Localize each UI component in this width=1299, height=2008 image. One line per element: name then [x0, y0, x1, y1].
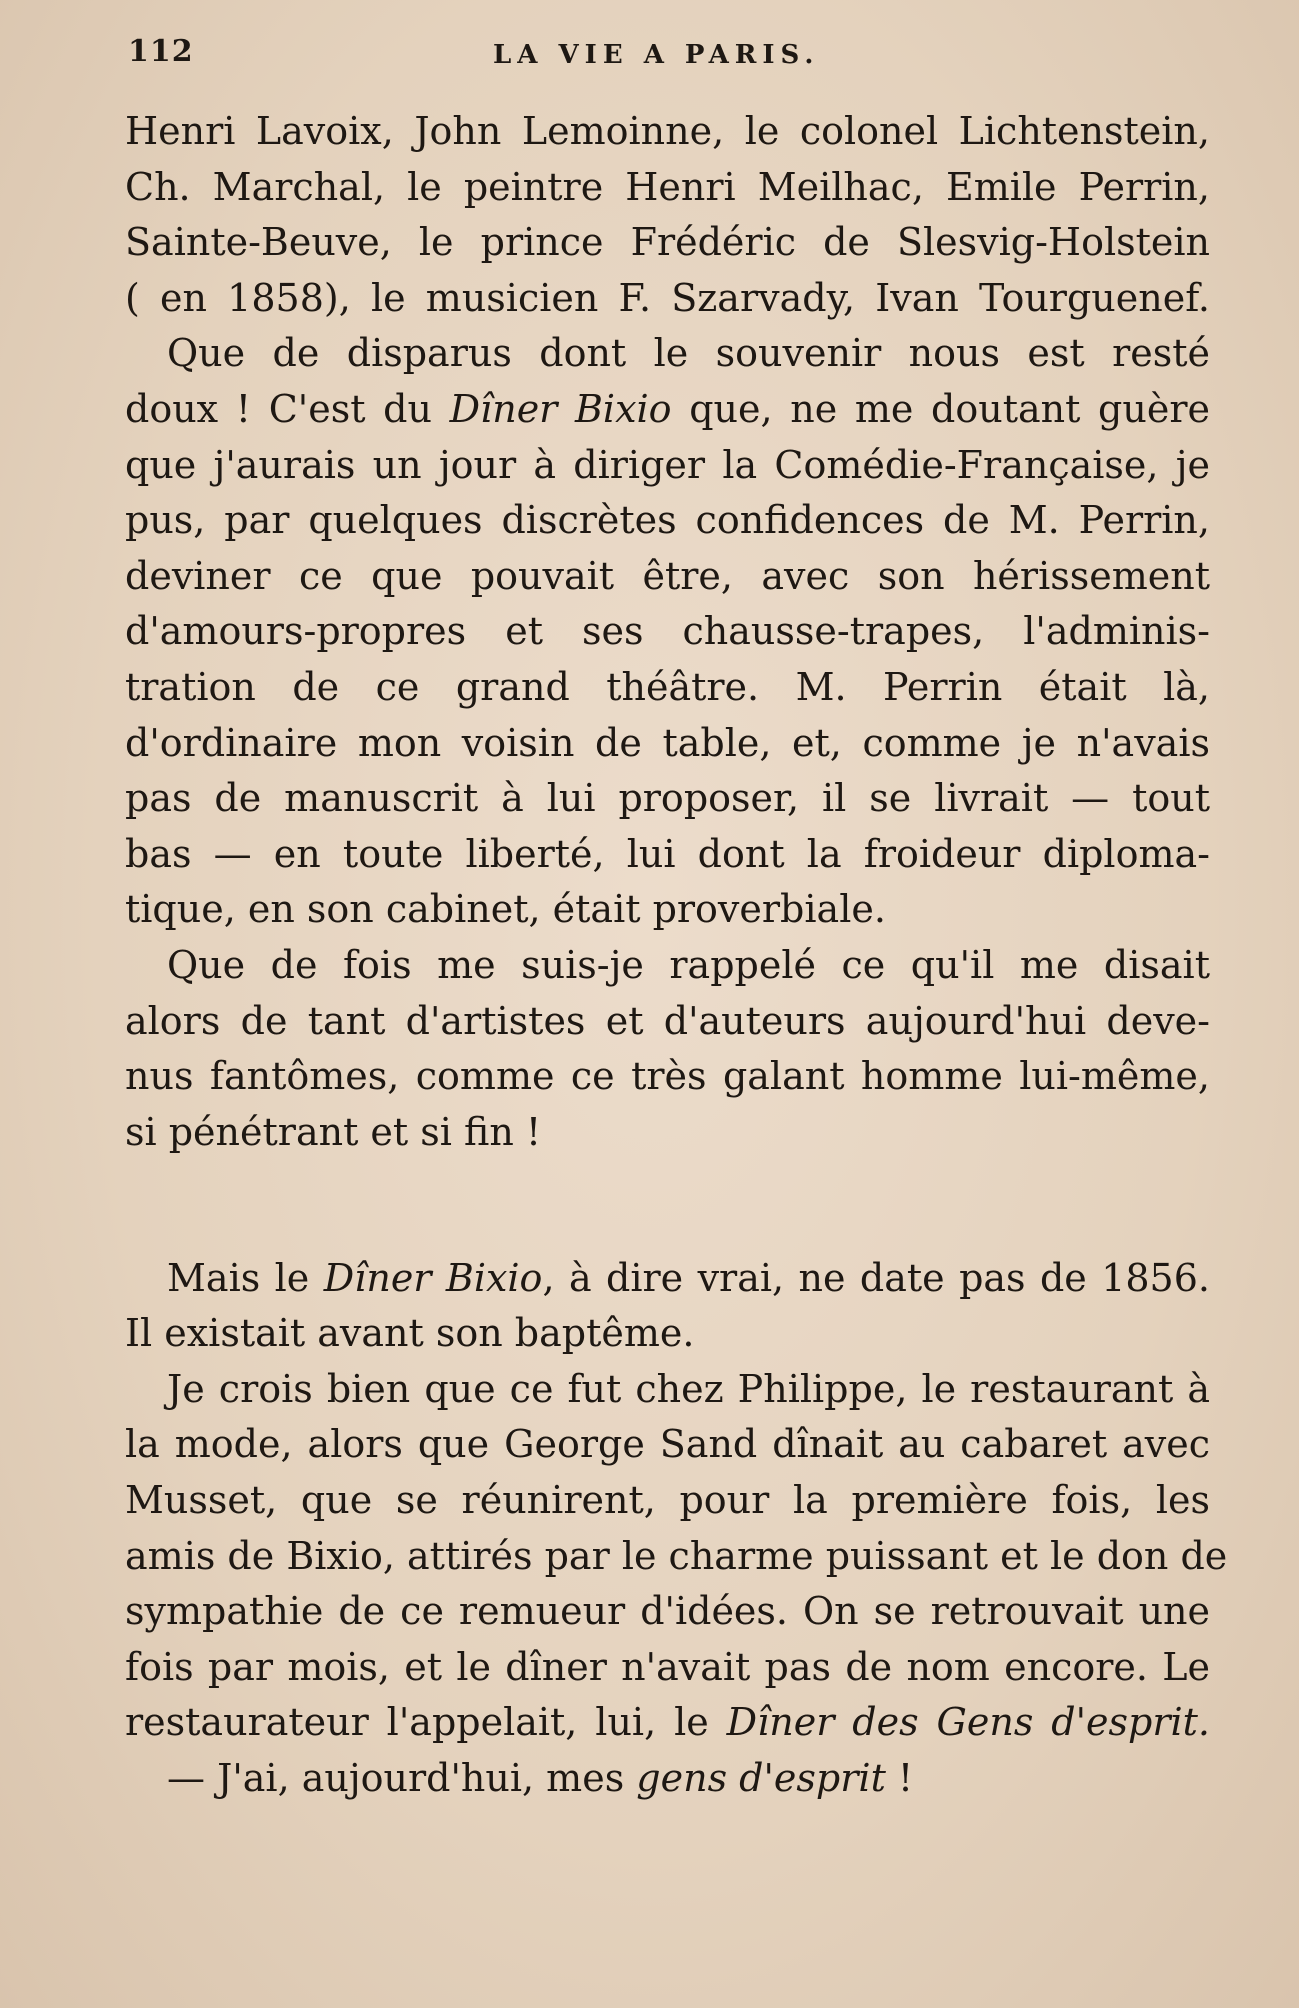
italic-phrase: gens d'esprit [636, 1756, 886, 1801]
text-line: Sainte-Beuve, le prince Frédéric de Slesvig-Holstein [125, 220, 1210, 265]
text-line: pus, par quelques discrètes confidences de M. Perrin, [125, 498, 1210, 543]
text-line: pas de manuscrit à lui proposer, il se livrait — tout [125, 776, 1210, 821]
text-span: restaurateur l'appelait, lui, le [125, 1700, 727, 1745]
text-line: sympathie de ce remueur d'idées. On se retrouvait une [125, 1589, 1210, 1634]
text-span: Mais le [167, 1255, 324, 1300]
text-line: si pénétrant et si fin ! [125, 1109, 542, 1154]
text-line: tration de ce grand théâtre. M. Perrin était là, [125, 664, 1210, 709]
text-line: deviner ce que pouvait être, avec son hérissement [125, 553, 1210, 598]
text-line [125, 1251, 1210, 1307]
text-line: Henri Lavoix, John Lemoinne, le colonel Lichtenstein, [125, 109, 1210, 153]
text-line: Il existait avant son baptême. [125, 1311, 695, 1356]
text-line [125, 1751, 1210, 1807]
text-line: tique, en son cabinet, était proverbiale. [125, 887, 886, 932]
page-number: 112 [128, 34, 194, 69]
text-line: d'amours-propres et ses chausse-trapes, l'adminis- [125, 609, 1210, 654]
italic-title: Dîner Bixio [323, 1255, 543, 1300]
text-line: que j'aurais un jour à diriger la Comédie-Française, je [125, 442, 1210, 487]
text-line: d'ordinaire mon voisin de table, et, comme je n'avais [125, 720, 1210, 765]
text-line: ( en 1858), le musicien F. Szarvady, Ivan Tourguenef. [125, 275, 1210, 320]
text-line: Que de fois me suis-je rappelé ce qu'il me disait [167, 942, 1210, 987]
text-line: Ch. Marchal, le peintre Henri Meilhac, Emile Perrin, [125, 164, 1210, 209]
text-line: Que de disparus dont le souvenir nous est resté [167, 331, 1210, 376]
text-line: amis de Bixio, attirés par le charme puissant et le don de [125, 1533, 1228, 1578]
text-line: bas — en toute liberté, lui dont la froideur diploma- [125, 831, 1210, 876]
text-span: ! [885, 1756, 914, 1801]
text-line: fois par mois, et le dîner n'avait pas de nom encore. Le [125, 1644, 1210, 1689]
text-line [125, 1695, 1210, 1751]
running-title: LA VIE A PARIS. [493, 40, 820, 70]
italic-title: Dîner Bixio [449, 386, 672, 431]
text-span: doux ! C'est du [125, 386, 450, 431]
italic-title: Dîner des Gens d'esprit. [726, 1700, 1210, 1745]
text-line: alors de tant d'artistes et d'auteurs aujourd'hui deve- [125, 998, 1210, 1043]
page-header [128, 34, 1208, 84]
text-line: la mode, alors que George Sand dînait au cabaret avec [125, 1422, 1210, 1467]
text-span: — J'ai, aujourd'hui, mes [167, 1756, 637, 1801]
body-text [125, 104, 1228, 1807]
text-line [125, 382, 1210, 438]
text-span: , à dire vrai, ne date pas de 1856. [542, 1255, 1210, 1300]
text-span: que, ne me doutant guère [671, 386, 1210, 431]
text-line: Je crois bien que ce fut chez Philippe, le restaurant à [167, 1366, 1210, 1411]
text-line: nus fantômes, comme ce très galant homme lui-même, [125, 1054, 1210, 1099]
text-line: Musset, que se réunirent, pour la première fois, les [125, 1478, 1210, 1523]
